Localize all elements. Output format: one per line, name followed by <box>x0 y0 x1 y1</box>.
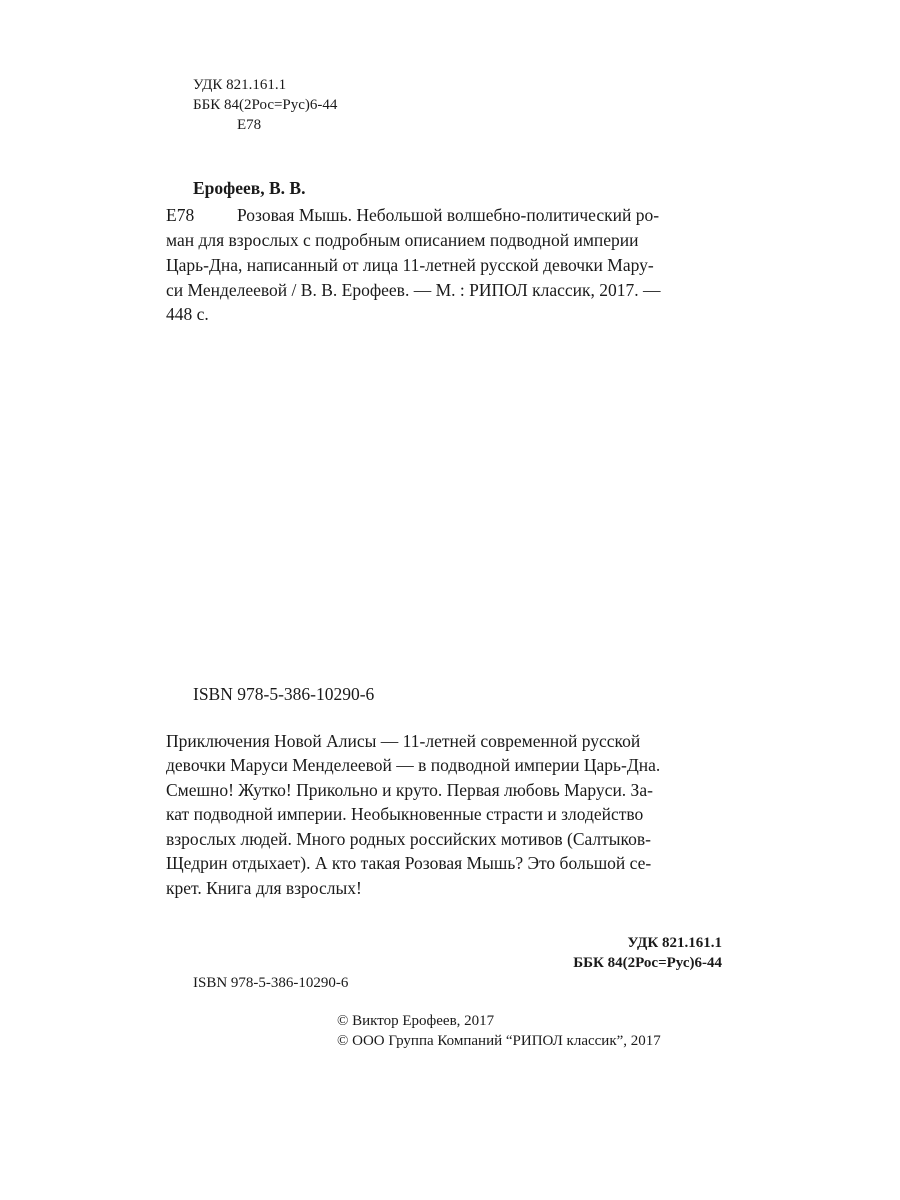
copyright-publisher: © ООО Группа Компаний “РИПОЛ классик”, 2017 <box>337 1033 661 1049</box>
annotation-line-1: Приключения Новой Алисы — 11-летней современной русской <box>166 731 641 751</box>
udk-bottom: УДК 821.161.1 <box>627 935 722 951</box>
bbk-bottom: ББК 84(2Рос=Рус)6-44 <box>573 955 722 971</box>
annotation-line-6: Щедрин отдыхает). А кто такая Розовая Мышь? Это большой се- <box>166 853 652 873</box>
isbn-bottom: ISBN 978-5-386-10290-6 <box>193 975 349 991</box>
annotation-line-7: крет. Книга для взрослых! <box>166 878 362 898</box>
annotation-line-3: Смешно! Жутко! Прикольно и круто. Первая любовь Маруси. За- <box>166 780 653 800</box>
entry-sign: Е78 <box>166 205 195 225</box>
isbn-top: ISBN 978-5-386-10290-6 <box>193 684 375 704</box>
entry-author: Ерофеев, В. В. <box>193 178 306 198</box>
entry-line-2: ман для взрослых с подробным описанием подводной империи <box>166 230 639 250</box>
entry-line-4: си Менделеевой / В. В. Ерофеев. — М. : РИПОЛ классик, 2017. — <box>166 280 661 300</box>
annotation-line-4: кат подводной империи. Необыкновенные страсти и злодейство <box>166 804 644 824</box>
bbk-top: ББК 84(2Рос=Рус)6-44 <box>193 97 338 113</box>
entry-line-3: Царь-Дна, написанный от лица 11-летней русской девочки Мару- <box>166 255 654 275</box>
author-sign-top: Е78 <box>237 117 262 133</box>
udk-top: УДК 821.161.1 <box>193 77 287 93</box>
copyright-author: © Виктор Ерофеев, 2017 <box>337 1013 495 1029</box>
entry-line-5: 448 с. <box>166 304 209 324</box>
annotation-line-2: девочки Маруси Менделеевой — в подводной империи Царь-Дна. <box>166 755 661 775</box>
annotation-line-5: взрослых людей. Много родных российских мотивов (Салтыков- <box>166 829 652 849</box>
entry-line-1: Розовая Мышь. Небольшой волшебно-политический ро- <box>237 205 660 225</box>
